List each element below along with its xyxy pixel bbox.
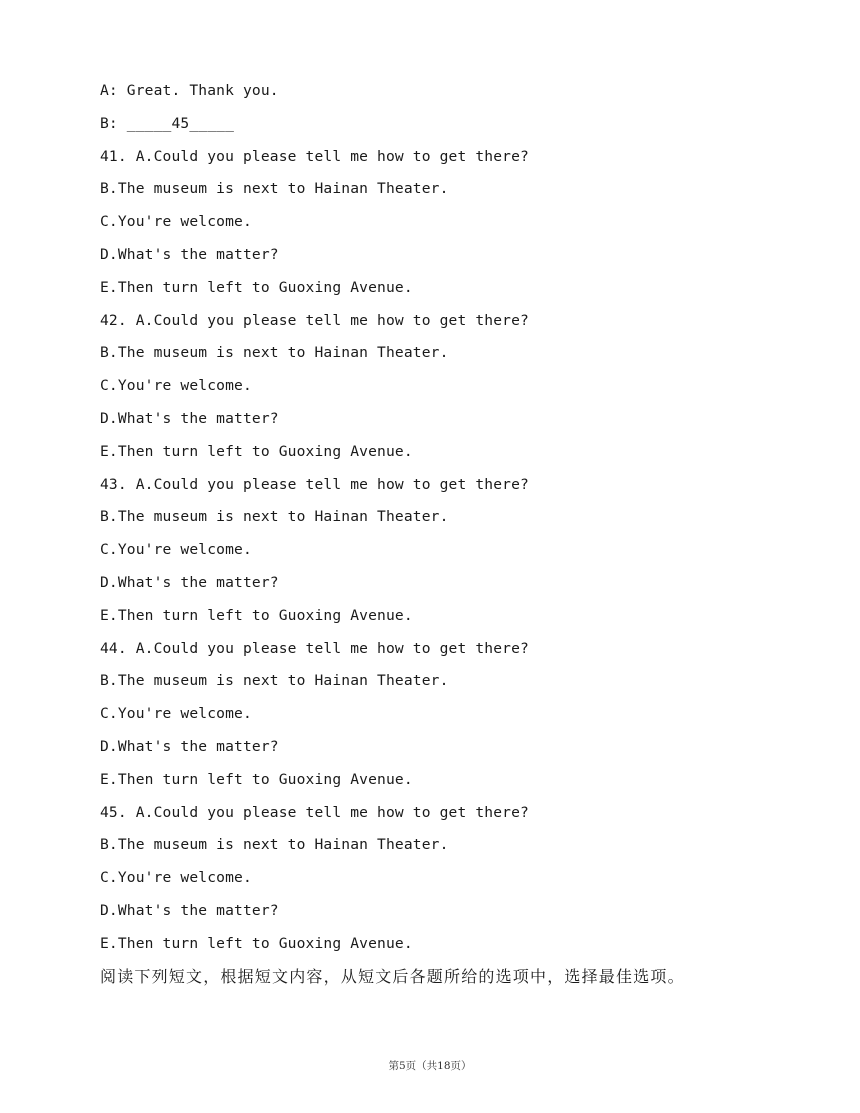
question-41-option-d: D.What's the matter? [100, 245, 279, 263]
document-body [100, 81, 800, 999]
question-44-option-d: D.What's the matter? [100, 737, 279, 755]
dialogue-line-a: A: Great. Thank you. [100, 82, 279, 99]
question-43-option-a: 43. A.Could you please tell me how to get there? [100, 475, 529, 493]
question-42-option-a: 42. A.Could you please tell me how to get there? [100, 311, 529, 329]
question-43-option-d: D.What's the matter? [100, 573, 279, 591]
question-41-option-e: E.Then turn left to Guoxing Avenue. [100, 278, 413, 296]
reading-section-instruction: 阅读下列短文，根据短文内容，从短文后各题所给的选项中，选择最佳选项。 [100, 966, 685, 986]
question-42-option-d: D.What's the matter? [100, 409, 279, 427]
question-45-option-e: E.Then turn left to Guoxing Avenue. [100, 934, 413, 952]
question-42-option-e: E.Then turn left to Guoxing Avenue. [100, 442, 413, 460]
question-45-option-a: 45. A.Could you please tell me how to get there? [100, 803, 529, 821]
question-44-option-a: 44. A.Could you please tell me how to get there? [100, 639, 529, 657]
page-number-footer: 第5页（共18页） [388, 1060, 472, 1072]
question-43-option-b: B.The museum is next to Hainan Theater. [100, 508, 449, 526]
question-41-option-b: B.The museum is next to Hainan Theater. [100, 180, 449, 198]
question-41-option-c: C.You're welcome. [100, 213, 252, 231]
question-45-option-b: B.The museum is next to Hainan Theater. [100, 836, 449, 854]
question-42-option-c: C.You're welcome. [100, 377, 252, 395]
question-45-option-d: D.What's the matter? [100, 901, 279, 919]
question-44-option-b: B.The museum is next to Hainan Theater. [100, 672, 449, 690]
question-43-option-c: C.You're welcome. [100, 541, 252, 559]
dialogue-line-b-blank: B: _____45_____ [100, 114, 235, 132]
question-45-option-c: C.You're welcome. [100, 869, 252, 887]
question-44-option-e: E.Then turn left to Guoxing Avenue. [100, 770, 413, 788]
question-43-option-e: E.Then turn left to Guoxing Avenue. [100, 606, 413, 624]
question-41-option-a: 41. A.Could you please tell me how to get there? [100, 147, 529, 165]
question-42-option-b: B.The museum is next to Hainan Theater. [100, 344, 449, 362]
question-44-option-c: C.You're welcome. [100, 705, 252, 723]
